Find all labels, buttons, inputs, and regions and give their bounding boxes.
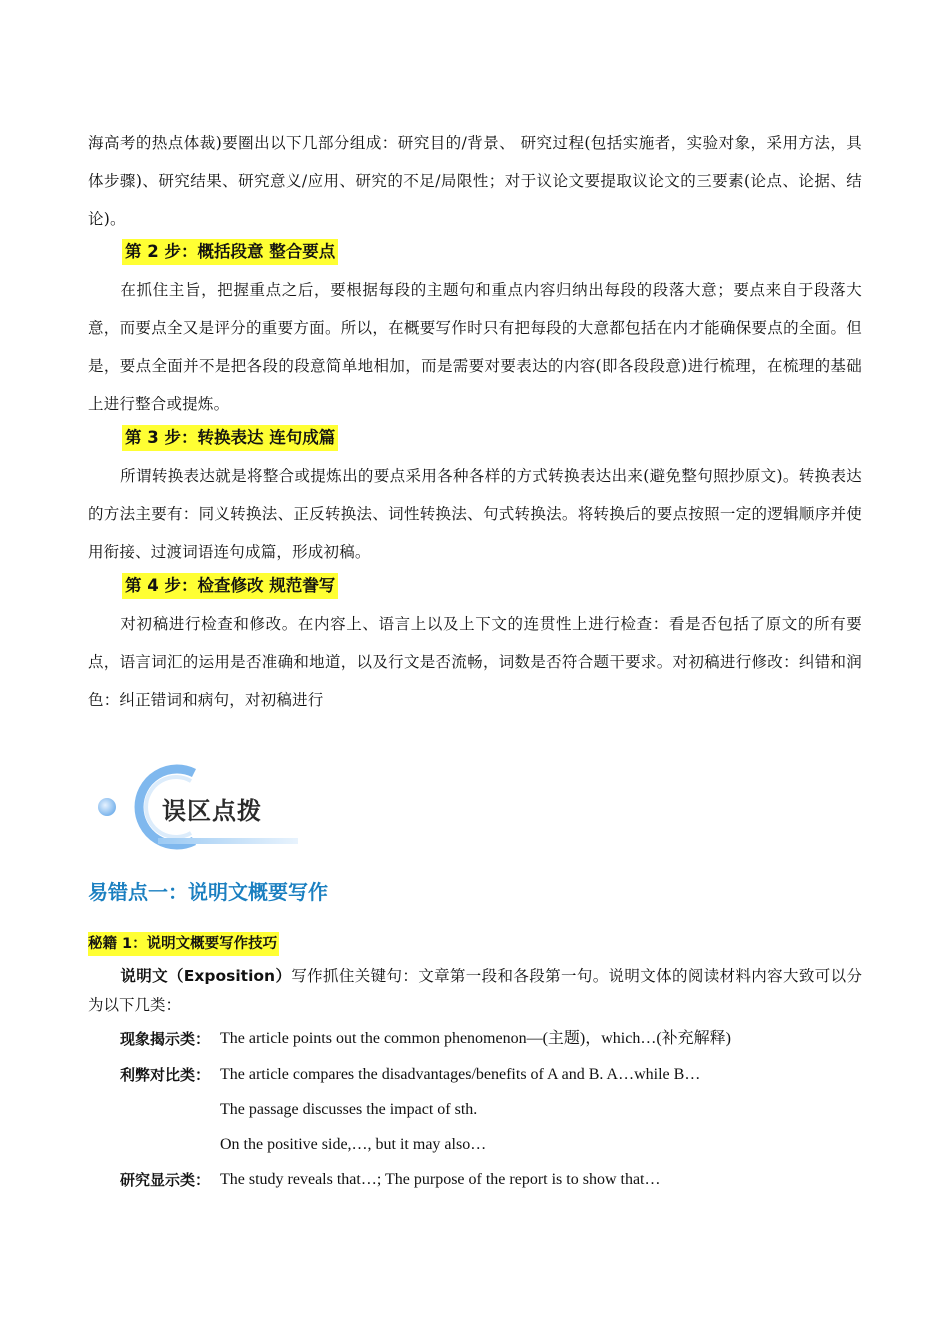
tip-heading: 秘籍 1：说明文概要写作技巧 [88,932,279,956]
paragraph-step-4: 对初稿进行检查和修改。在内容上、语言上以及上下文的连贯性上进行检查：看是否包括了原文的所有要点，语言词汇的运用是否准确和地道，以及行文是否流畅，词数是否符合题干要求。对初稿进行修改：纠错和润色：纠正错词和病句，对初稿进行 [88,615,862,709]
category-line: The article points out the common phenomenon—(主题)，which…(补充解释) [220,1030,732,1047]
section-banner [96,763,306,855]
intro-bold-term: 说明文（Exposition） [120,967,292,985]
category-line: The study reveals that…; The purpose of the report is to show that… [220,1171,661,1188]
category-label-research: 研究显示类： [120,1171,211,1189]
category-label-comparison: 利弊对比类： [120,1066,211,1084]
category-line: The article compares the disadvantages/benefits of A and B. A…while B… [220,1066,701,1083]
step-4-heading: 第 4 步：检查修改 规范誊写 [122,573,338,599]
category-label-phenomenon: 现象揭示类： [120,1030,211,1048]
category-line: On the positive side,…, but it may also… [220,1136,487,1153]
step-3-heading: 第 3 步：转换表达 连句成篇 [122,425,338,451]
paragraph-step-2: 在抓住主旨，把握重点之后，要根据每段的主题句和重点内容归纳出每段的段落大意；要点来自于段落大意，而要点全又是评分的重要方面。所以，在概要写作时只有把每段的大意都包括在内才能确保要点的全面。但是，要点全面并不是把各段的段意简单地相加，而是需要对要表达的内容(即各段段意)进行梳理，在梳理的基础上进行整合或提炼。 [88,281,862,413]
section-heading: 易错点一：说明文概要写作 [88,880,328,904]
category-line: The passage discusses the impact of sth. [220,1101,478,1118]
step-2-heading: 第 2 步：概括段意 整合要点 [122,239,338,265]
exposition-intro: 说明文（Exposition）写作抓住关键句：文章第一段和各段第一句。说明文体的阅读材料内容大致可以分为以下几类： [88,967,862,1014]
paragraph-step-3: 所谓转换表达就是将整合或提炼出的要点采用各种各样的方式转换表达出来(避免整句照抄原文)。转换表达的方法主要有：同义转换法、正反转换法、词性转换法、句式转换法。将转换后的要点按照一定的逻辑顺序并使用衔接、过渡词语连句成篇，形成初稿。 [88,467,862,561]
banner-title: 误区点拨 [162,797,262,825]
paragraph-structure: 海高考的热点体裁)要圈出以下几部分组成：研究目的/背景、 研究过程(包括实施者，实验对象，采用方法，具体步骤)、研究结果、研究意义/应用、研究的不足/局限性；对于议论文要提取议论文的三要素(论点、论据、结论)。 [88,134,862,228]
